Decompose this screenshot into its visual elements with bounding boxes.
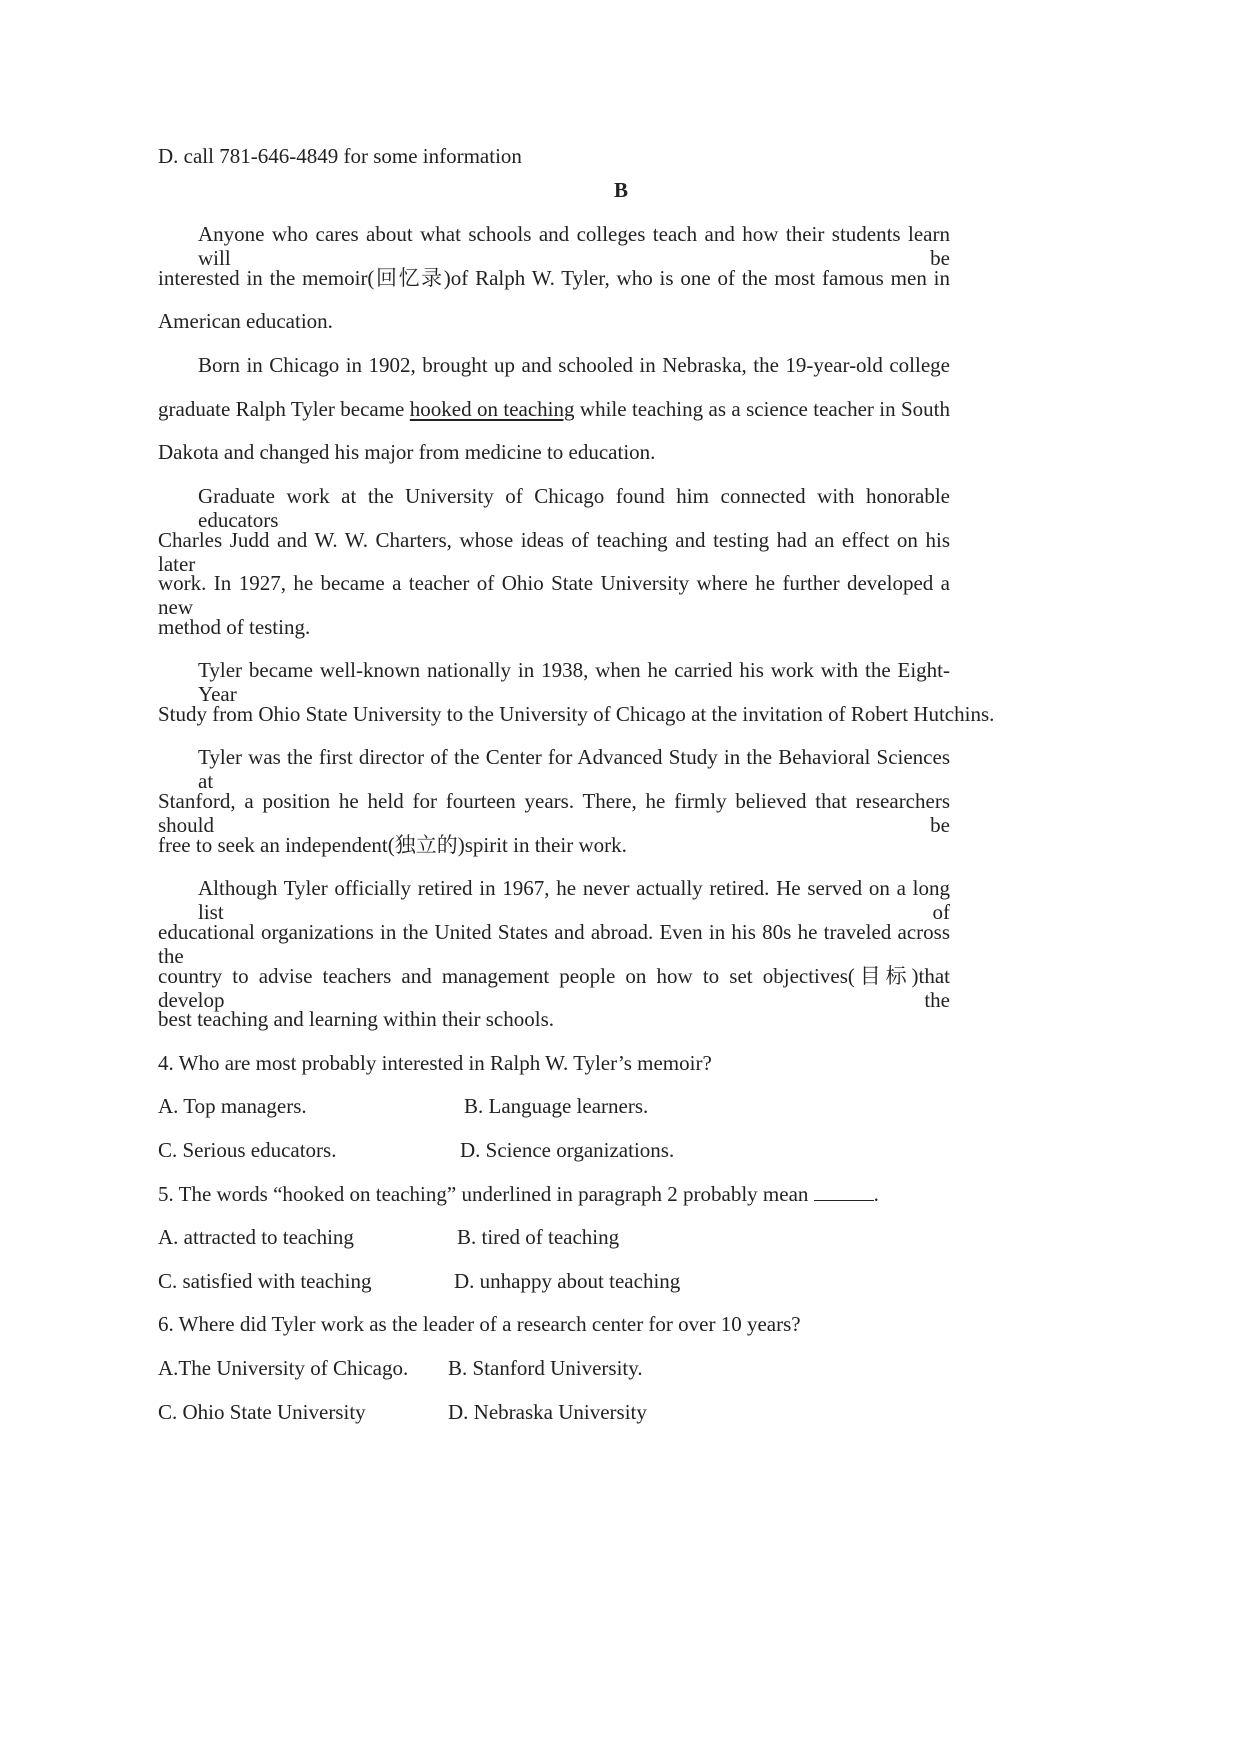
option-b: B. Language learners. xyxy=(464,1094,649,1118)
option-d: D. Nebraska University xyxy=(448,1400,647,1424)
paragraph-line: Although Tyler officially retired in 1967, he never actually retired. He served on a long list of xyxy=(198,876,950,924)
paragraph-line: American education. xyxy=(158,309,333,333)
paragraph-line: Born in Chicago in 1902, brought up and schooled in Nebraska, the 19-year-old college xyxy=(198,353,950,377)
paragraph-line: Charles Judd and W. W. Charters, whose ideas of teaching and testing had an effect on his later xyxy=(158,528,950,576)
paragraph-line: Graduate work at the University of Chicago found him connected with honorable educators xyxy=(198,484,950,532)
answer-blank xyxy=(814,1182,874,1201)
option-b: B. Stanford University. xyxy=(448,1356,643,1380)
paragraph-line: Stanford, a position he held for fourteen years. There, he firmly believed that researchers should be xyxy=(158,789,950,837)
option-d: D. unhappy about teaching xyxy=(454,1269,681,1293)
option-d: D. Science organizations. xyxy=(460,1138,675,1162)
paragraph-line: country to advise teachers and management people on how to set objectives(目标)that develop the xyxy=(158,964,950,1012)
paragraph-line: Study from Ohio State University to the University of Chicago at the invitation of Robert Hutchins. xyxy=(158,702,995,726)
paragraph-line: work. In 1927, he became a teacher of Ohio State University where he further developed a new xyxy=(158,571,950,619)
section-heading: B xyxy=(613,178,628,202)
option-a: A. Top managers. xyxy=(158,1094,307,1118)
option-c: C. Serious educators. xyxy=(158,1138,337,1162)
text-span: 5. The words “hooked on teaching” underlined in paragraph 2 probably mean xyxy=(158,1182,814,1206)
option-a: A.The University of Chicago. xyxy=(158,1356,409,1380)
paragraph-line: interested in the memoir(回忆录)of Ralph W. Tyler, who is one of the most famous men in xyxy=(158,266,950,290)
underlined-phrase: hooked on teaching xyxy=(409,397,575,421)
paragraph-line: Anyone who cares about what schools and colleges teach and how their students learn will be xyxy=(198,222,950,270)
document-page xyxy=(68,0,1174,1754)
option-c: C. satisfied with teaching xyxy=(158,1269,372,1293)
paragraph-line: educational organizations in the United States and abroad. Even in his 80s he traveled across the xyxy=(158,920,950,968)
option-c: C. Ohio State University xyxy=(158,1400,366,1424)
paragraph-line: Dakota and changed his major from medicine to education. xyxy=(158,440,656,464)
option-a: A. attracted to teaching xyxy=(158,1225,354,1249)
question-stem: 4. Who are most probably interested in Ralph W. Tyler’s memoir? xyxy=(158,1051,712,1075)
paragraph-line: best teaching and learning within their schools. xyxy=(158,1007,554,1031)
paragraph-line: method of testing. xyxy=(158,615,311,639)
question-stem xyxy=(158,1182,879,1206)
paragraph-line-with-underline xyxy=(158,397,950,421)
text-span: . xyxy=(873,1182,879,1206)
paragraph-line: free to seek an independent(独立的)spirit in their work. xyxy=(158,833,627,857)
paragraph-line: Tyler became well-known nationally in 1938, when he carried his work with the Eight-Year xyxy=(198,658,950,706)
text-span: while teaching as a science teacher in South xyxy=(574,397,951,421)
previous-question-option-d: D. call 781-646-4849 for some information xyxy=(158,144,522,168)
option-b: B. tired of teaching xyxy=(457,1225,620,1249)
paragraph-line: Tyler was the first director of the Center for Advanced Study in the Behavioral Sciences at xyxy=(198,745,950,793)
text-span: graduate Ralph Tyler became xyxy=(158,397,410,421)
question-stem: 6. Where did Tyler work as the leader of a research center for over 10 years? xyxy=(158,1312,801,1336)
